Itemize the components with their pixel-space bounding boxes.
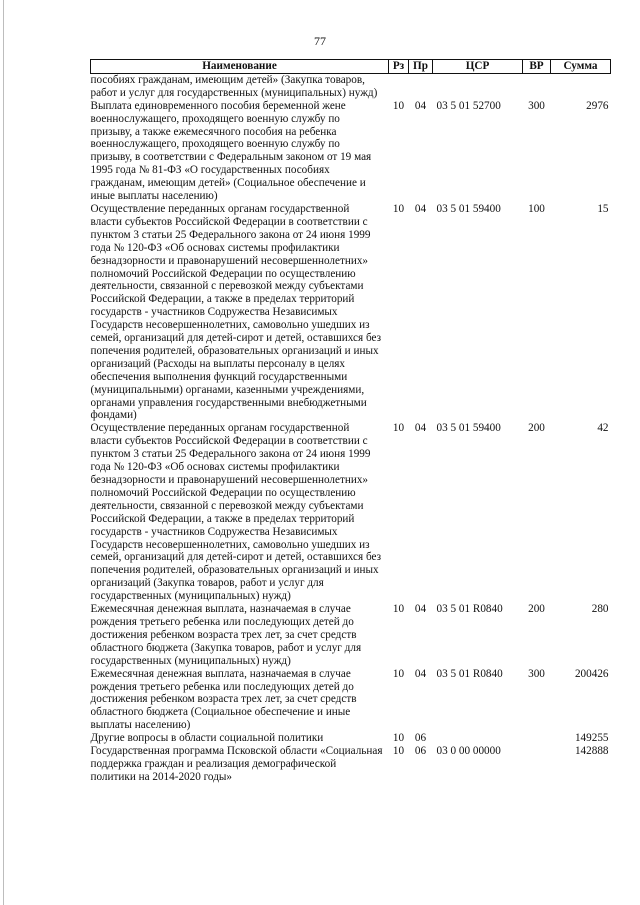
table-row	[91, 203, 611, 422]
row-rz: 10	[392, 745, 405, 758]
header-name: Наименование	[91, 60, 389, 74]
row-pr: 06	[414, 745, 427, 758]
row-vr: 200	[528, 422, 545, 435]
header-pr: Пр	[409, 60, 433, 74]
row-vr	[523, 745, 551, 784]
row-vr	[523, 73, 551, 99]
header-csr: ЦСР	[433, 60, 523, 74]
table-row	[91, 73, 611, 99]
row-rz	[389, 73, 409, 99]
row-csr: 03 5 01 59400	[436, 202, 501, 215]
row-csr: 03 5 01 52700	[436, 99, 501, 112]
row-rz: 10	[392, 603, 405, 616]
header-vr: ВР	[523, 60, 551, 74]
row-pr: 04	[414, 99, 427, 112]
row-csr: 03 5 01 R0840	[436, 667, 503, 680]
row-name: Осуществление переданных органам государственной власти субъектов Российской Федерации в соответствии с пунктом 3 статьи 25 Федерального закона от 24 июня 1999 года № 120-ФЗ «Об основах системы профилактики безнадзорности и правонарушений несовершеннолетних» полномочий Российской Федерации по осуществлению деятельности, связанной с перевозкой между субъектами Российской Федерации, а также в пределах территорий государств - участников Содружества Независимых Государств несовершеннолетних, самовольно ушедших из семей, организаций для детей-сирот и детей, оставшихся без попечения родителей, образовательных организаций и иных организаций (Закупка товаров, работ и услуг для государственных (муниципальных) нужд)	[90, 422, 382, 603]
row-name: Ежемесячная денежная выплата, назначаемая в случае рождения третьего ребенка или последующих детей до достижения ребенком возраста трех лет, за счет средств областного бюджета (Социальное обеспечение и иные выплаты населению)	[90, 667, 357, 732]
table-row	[91, 745, 611, 784]
header-rz: Рз	[389, 60, 409, 74]
row-name: Другие вопросы в области социальной политики	[90, 732, 324, 745]
row-sum	[551, 73, 611, 99]
row-sum: 2976	[586, 99, 609, 112]
table-row	[91, 100, 611, 203]
table-row	[91, 732, 611, 745]
row-pr	[409, 73, 433, 99]
row-sum: 149255	[574, 732, 609, 745]
row-name: Ежемесячная денежная выплата, назначаемая в случае рождения третьего ребенка или последующих детей до достижения ребенком возраста трех лет, за счет средств областного бюджета (Закупка товаров, работ и услуг для государственных (муниципальных) нужд)	[90, 603, 362, 667]
row-vr	[523, 732, 551, 745]
row-name: пособиях гражданам, имеющим детей» (Закупка товаров, работ и услуг для государственных (муниципальных) нужд)	[90, 73, 378, 99]
row-sum: 42	[597, 422, 609, 435]
row-rz: 10	[392, 732, 405, 745]
budget-table	[90, 59, 611, 784]
row-name: Выплата единовременного пособия беременной жене военнослужащего, проходящего военную службу по призыву, а также ежемесячного пособия на ребенка военнослужащего, проходящего военную службу по призыву, в соответствии с Федеральным законом от 19 мая 1995 года № 81-ФЗ «О государственных пособиях гражданам, имеющим детей» (Социальное обеспечение и иные выплаты населению)	[90, 99, 372, 203]
table-row	[91, 422, 611, 603]
row-csr: 03 5 01 R0840	[436, 603, 503, 616]
row-csr	[433, 73, 523, 99]
row-sum: 15	[597, 202, 609, 215]
row-vr: 300	[528, 99, 545, 112]
row-rz: 10	[392, 99, 405, 112]
row-rz: 10	[392, 202, 405, 215]
row-sum: 142888	[574, 745, 609, 758]
row-pr: 04	[414, 603, 427, 616]
table-header	[91, 60, 611, 74]
row-vr: 300	[528, 667, 545, 680]
table-body	[91, 73, 611, 783]
row-rz: 10	[392, 422, 405, 435]
row-vr: 100	[528, 202, 545, 215]
table-row	[91, 668, 611, 733]
row-name: Осуществление переданных органам государственной власти субъектов Российской Федерации в соответствии с пунктом 3 статьи 25 Федерального закона от 24 июня 1999 года № 120-ФЗ «Об основах системы профилактики безнадзорности и правонарушений несовершеннолетних» полномочий Российской Федерации по осуществлению деятельности, связанной с перевозкой между субъектами Российской Федерации, а также в пределах территорий государств - участников Содружества Независимых Государств несовершеннолетних, самовольно ушедших из семей, организаций для детей-сирот и детей, оставшихся без попечения родителей, образовательных организаций и иных организаций (Расходы на выплаты персоналу в целях обеспечения выполнения функций государственными (муниципальными) органами, казенными учреждениями, органами управления государственными внебюджетными фондами)	[90, 202, 382, 422]
row-pr: 06	[414, 732, 427, 745]
row-sum: 200426	[574, 667, 609, 680]
row-sum: 280	[591, 603, 609, 616]
row-name: Государственная программа Псковской области «Социальная поддержка граждан и реализация демографической политики на 2014-2020 годы»	[90, 745, 383, 783]
row-rz: 10	[392, 667, 405, 680]
row-pr: 04	[414, 422, 427, 435]
row-csr: 03 5 01 59400	[436, 422, 501, 435]
header-sum: Сумма	[551, 60, 611, 74]
row-csr	[433, 732, 523, 745]
row-pr: 04	[414, 202, 427, 215]
scan-margin-line	[3, 0, 4, 905]
row-csr: 03 0 00 00000	[436, 745, 501, 758]
table-row	[91, 603, 611, 668]
row-pr: 04	[414, 667, 427, 680]
page-number: 77	[314, 34, 326, 48]
row-vr: 200	[528, 603, 545, 616]
